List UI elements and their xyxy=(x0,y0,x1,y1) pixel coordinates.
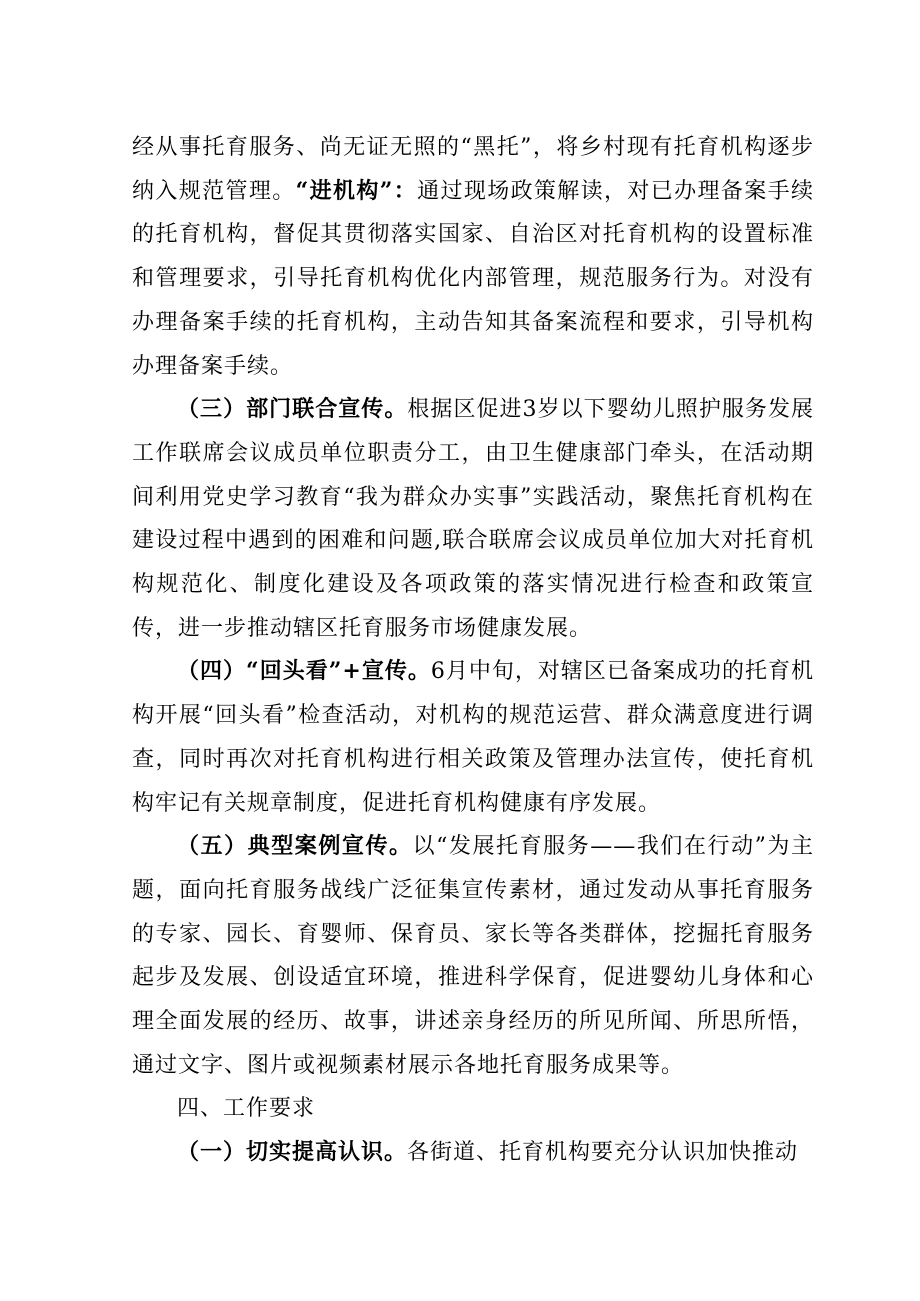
paragraph-bold-lead: “进机构”： xyxy=(295,177,418,204)
document-page xyxy=(132,126,814,1175)
paragraph-text: 根据区促进3岁以下婴幼儿照护服务发展工作联席会议成员单位职责分工，由卫生健康部门牵头，在活动期间利用党史学习教育“我为群众办实事”实践活动，聚焦托育机构在建设过程中遇到的困难和问题,联合联席会议成员单位加大对托育机构规范化、制度化建设及各项政策的落实情况进行检查和政策宣传，进一步推动辖区托育服务市场健康发展。 xyxy=(132,397,814,641)
section-heading: 四、工作要求 xyxy=(177,1096,316,1122)
paragraph-text: 通过现场政策解读，对已办理备案手续的托育机构，督促其贯彻落实国家、自治区对托育机构的设置标准和管理要求，引导托育机构优化内部管理，规范服务行为。对没有办理备案手续的托育机构，主动告知其备案流程和要求，引导机构办理备案手续。 xyxy=(132,178,814,379)
paragraph-heading-3: （三）部门联合宣传。 xyxy=(177,396,408,423)
paragraph-department-publicity xyxy=(132,388,814,650)
paragraph-review-publicity xyxy=(132,650,814,825)
paragraph-heading-5: （五）典型案例宣传。 xyxy=(177,833,413,860)
paragraph-continuation xyxy=(132,126,814,388)
paragraph-text: 以“发展托育服务——我们在行动”为主题，面向托育服务战线广泛征集宣传素材，通过发动从事托育服务的专家、园长、育婴师、保育员、家长等各类群体，挖掘托育服务起步及发展、创设适宜环境，推进科学保育，促进婴幼儿身体和心理全面发展的经历、故事，讲述亲身经历的所见所闻、所思所悟，通过文字、图片或视频素材展示各地托育服务成果等。 xyxy=(132,834,814,1078)
paragraph-text: 6月中旬，对辖区已备案成功的托育机构开展“回头看”检查活动，对机构的规范运营、群众满意度进行调查，同时再次对托育机构进行相关政策及管理办法宣传，使托育机构牢记有关规章制度，促进托育机构健康有序发展。 xyxy=(132,659,815,816)
paragraph-raise-awareness xyxy=(132,1131,814,1175)
paragraph-heading-1: （一）切实提高认识。 xyxy=(177,1139,408,1166)
paragraph-heading-4: （四）“回头看”+宣传。 xyxy=(177,658,431,685)
paragraph-case-publicity xyxy=(132,825,814,1087)
paragraph-text: 各街道、托育机构要充分认识加快推动 xyxy=(407,1140,799,1166)
paragraph-text: 经从事托育服务、尚无证无照的“黑托”，将乡村现有托育机构逐步纳入规范管理。 xyxy=(132,135,814,204)
